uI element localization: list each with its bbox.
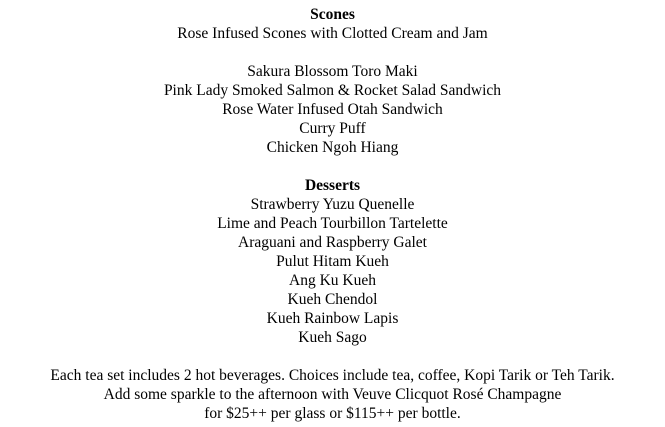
- menu-item: Rose Infused Scones with Clotted Cream and Jam: [177, 25, 488, 42]
- savory-section: [0, 62, 665, 157]
- menu-item: Sakura Blossom Toro Maki: [247, 63, 418, 80]
- footer-line: for $25++ per glass or $115++ per bottle.: [204, 405, 461, 422]
- menu-item: Kueh Sago: [298, 329, 367, 346]
- desserts-section: [0, 176, 665, 347]
- menu-item: Curry Puff: [299, 120, 366, 137]
- menu-item: Lime and Peach Tourbillon Tartelette: [217, 215, 448, 232]
- menu-item: Chicken Ngoh Hiang: [266, 139, 399, 156]
- desserts-heading: Desserts: [304, 177, 361, 194]
- footer-note: [0, 366, 665, 423]
- menu-item: Araguani and Raspberry Galet: [238, 234, 427, 251]
- menu-item: Kueh Rainbow Lapis: [266, 310, 399, 327]
- footer-line: Add some sparkle to the afternoon with Veuve Clicquot Rosé Champagne: [103, 386, 562, 403]
- menu-item: Pulut Hitam Kueh: [276, 253, 389, 270]
- scones-section: [0, 5, 665, 43]
- scones-heading: Scones: [310, 6, 355, 23]
- menu-item: Pink Lady Smoked Salmon & Rocket Salad Sandwich: [163, 82, 502, 99]
- menu-item: Rose Water Infused Otah Sandwich: [222, 101, 443, 118]
- menu-item: Ang Ku Kueh: [289, 272, 376, 289]
- menu-item: Kueh Chendol: [287, 291, 378, 308]
- menu-item: Strawberry Yuzu Quenelle: [250, 196, 415, 213]
- footer-line: Each tea set includes 2 hot beverages. Choices include tea, coffee, Kopi Tarik or Teh Tarik.: [50, 367, 615, 384]
